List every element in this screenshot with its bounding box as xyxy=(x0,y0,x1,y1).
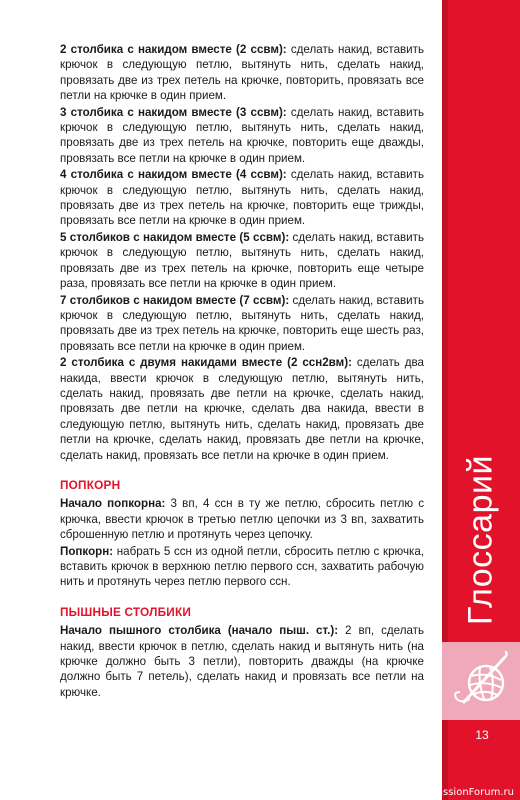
glossary-entry xyxy=(60,355,424,463)
glossary-entry xyxy=(60,42,424,104)
glossary-entry xyxy=(60,105,424,167)
glossary-entry xyxy=(60,230,424,292)
watermark: PassionForum.ru xyxy=(431,787,514,798)
entry-term: 3 столбика с накидом вместе (3 ссвм): xyxy=(60,105,287,119)
glossary-entry xyxy=(60,623,424,700)
entry-text: сделать накид, вставить крючок в следующую петлю, вытянуть нить, сделать накид, провязать две из трех петель на крючке, повторить еще трижды, провязать все петли на крючке в один прием. xyxy=(60,168,425,228)
entry-term: 2 столбика с двумя накидами вместе (2 ссн2вм): xyxy=(60,356,352,370)
glossary-entry xyxy=(60,293,424,355)
entry-text: 2 вп, сделать накид, ввести крючок в петлю, сделать накид и вытянуть нить (на крючке должно быть 3 петли), повторить дважды (на крючке должно быть 7 петель), сделать накид и провязать все петли на крючке. xyxy=(60,624,425,699)
entry-term: 4 столбика с накидом вместе (4 ссвм): xyxy=(60,168,287,182)
glossary-entry xyxy=(60,167,424,229)
entry-text: 3 вп, 4 ссн в ту же петлю, сбросить петлю с крючка, ввести крючок в третью петлю цепочки из 3 вп, захватить сброшенную петлю и протянуть через цепочку. xyxy=(60,497,424,542)
entry-term: Попкорн: xyxy=(60,544,114,558)
yarn-ball-hook-icon xyxy=(442,642,520,720)
glossary-content xyxy=(60,42,424,701)
entry-text: сделать накид, вставить крючок в следующую петлю, вытянуть нить, сделать накид, провязать две из трех петель на крючке, повторить еще четыре раза, провязать все петли на крючке в один прием. xyxy=(60,230,424,291)
entry-text: сделать накид, вставить крючок в следующую петлю, вытянуть нить, сделать накид, провязать две из трех петель на крючке, повторить еще дважды, провязать все петли на крючке в один прием. xyxy=(60,105,425,165)
entry-term: Начало попкорна: xyxy=(60,497,166,511)
page-number: 13 xyxy=(475,728,489,742)
glossary-entry xyxy=(60,544,424,590)
entry-text: сделать накид, вставить крючок в следующую петлю, вытянуть нить, сделать накид, провязать две из трех петель на крючке, повторить еще шесть раз, провязать все петли на крючке в один прием. xyxy=(60,293,424,353)
entry-term: Начало пышного столбика (начало пыш. ст.): xyxy=(60,624,339,638)
sidebar-title: Глоссарий xyxy=(461,455,500,625)
entry-text: сделать накид, вставить крючок в следующую петлю, вытянуть нить, сделать накид, провязать две из трех петель на крючке, повторить, провязать все петли на крючке в один прием. xyxy=(60,43,425,103)
entry-text: сделать два накида, ввести крючок в следующую петлю, вытянуть нить, сделать накид, провязать две петли на крючке, сделать накид, провязать две петли на крючке, сделать два накида, ввести в следующую петлю, вытянуть нить, сделать накид, провязать две петли на крючке, сделать накид, провязать две петли на крючке, сделать накид, провязать все петли на крючке в один прием. xyxy=(60,356,424,462)
glossary-entry xyxy=(60,496,424,542)
entry-text: набрать 5 ссн из одной петли, сбросить петлю с крючка, вставить крючок в верхнюю петлю первого ссн, захватить рабочую нить и протянуть через петлю первого ссн. xyxy=(60,544,424,589)
entry-term: 5 столбиков с накидом вместе (5 ссвм): xyxy=(60,230,290,244)
section-title-popcorn: ПОПКОРН xyxy=(60,477,121,492)
section-title-puff-stitches: ПЫШНЫЕ СТОЛБИКИ xyxy=(60,604,192,619)
entry-term: 7 столбиков с накидом вместе (7 ссвм): xyxy=(60,293,290,307)
entry-term: 2 столбика с накидом вместе (2 ссвм): xyxy=(60,43,287,56)
